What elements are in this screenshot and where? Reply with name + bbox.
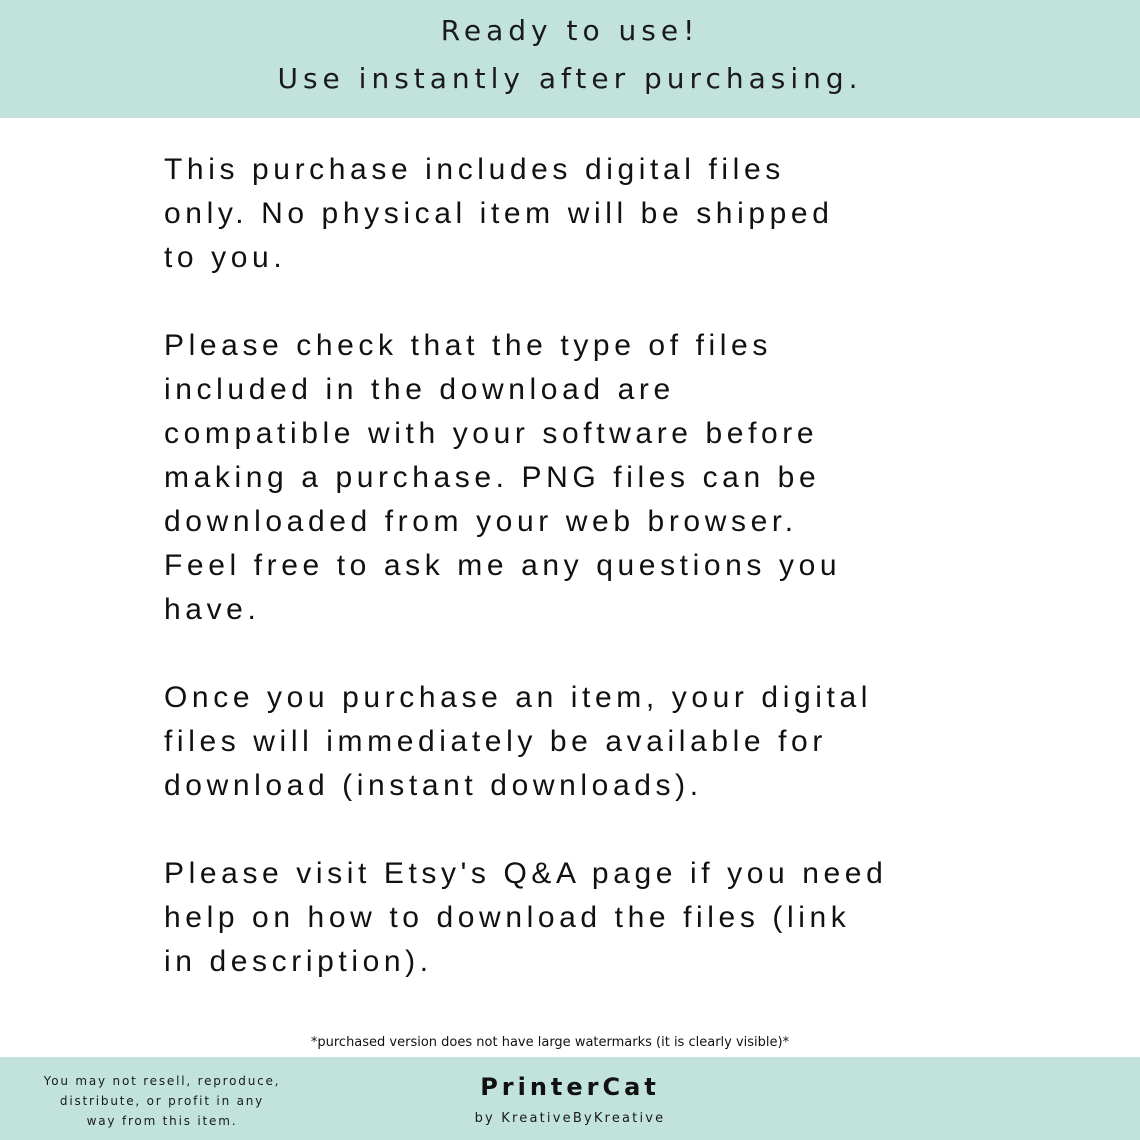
text-line: making a purchase. PNG files can be bbox=[164, 461, 821, 494]
disclaimer-line: distribute, or profit in any bbox=[59, 1094, 265, 1108]
header-title: Ready to use! bbox=[440, 14, 700, 47]
text-line: Feel free to ask me any questions you bbox=[164, 549, 842, 582]
text-line: compatible with your software before bbox=[164, 417, 819, 450]
text-line: only. No physical item will be shipped bbox=[164, 197, 834, 230]
brand-byline: by KreativeByKreative bbox=[474, 1111, 666, 1126]
text-line: have. bbox=[164, 593, 261, 626]
info-text-body bbox=[164, 148, 984, 1028]
text-line: download (instant downloads). bbox=[164, 769, 703, 802]
header-banner bbox=[0, 0, 1140, 118]
usage-disclaimer bbox=[12, 1071, 312, 1131]
disclaimer-line: You may not resell, reproduce, bbox=[43, 1074, 281, 1088]
text-line: This purchase includes digital files bbox=[164, 153, 785, 186]
text-line: included in the download are bbox=[164, 373, 675, 406]
text-line: in description). bbox=[164, 945, 433, 978]
text-line: help on how to download the files (link bbox=[164, 901, 851, 934]
paragraph-digital-only bbox=[164, 148, 984, 280]
watermark-note: *purchased version does not have large watermarks (it is clearly visible)* bbox=[310, 1035, 790, 1050]
text-line: to you. bbox=[164, 241, 287, 274]
header-subtitle: Use instantly after purchasing. bbox=[277, 62, 863, 95]
paragraph-instant-download bbox=[164, 676, 984, 808]
paragraph-file-compatibility bbox=[164, 324, 984, 632]
text-line: Please visit Etsy's Q&A page if you need bbox=[164, 857, 888, 890]
brand-logo-text: PrinterCat bbox=[480, 1073, 660, 1101]
disclaimer-line: way from this item. bbox=[86, 1114, 238, 1128]
footer-banner bbox=[0, 1057, 1140, 1140]
text-line: files will immediately be available for bbox=[164, 725, 827, 758]
text-line: Please check that the type of files bbox=[164, 329, 772, 362]
text-line: downloaded from your web browser. bbox=[164, 505, 798, 538]
paragraph-etsy-help bbox=[164, 852, 984, 984]
text-line: Once you purchase an item, your digital bbox=[164, 681, 873, 714]
